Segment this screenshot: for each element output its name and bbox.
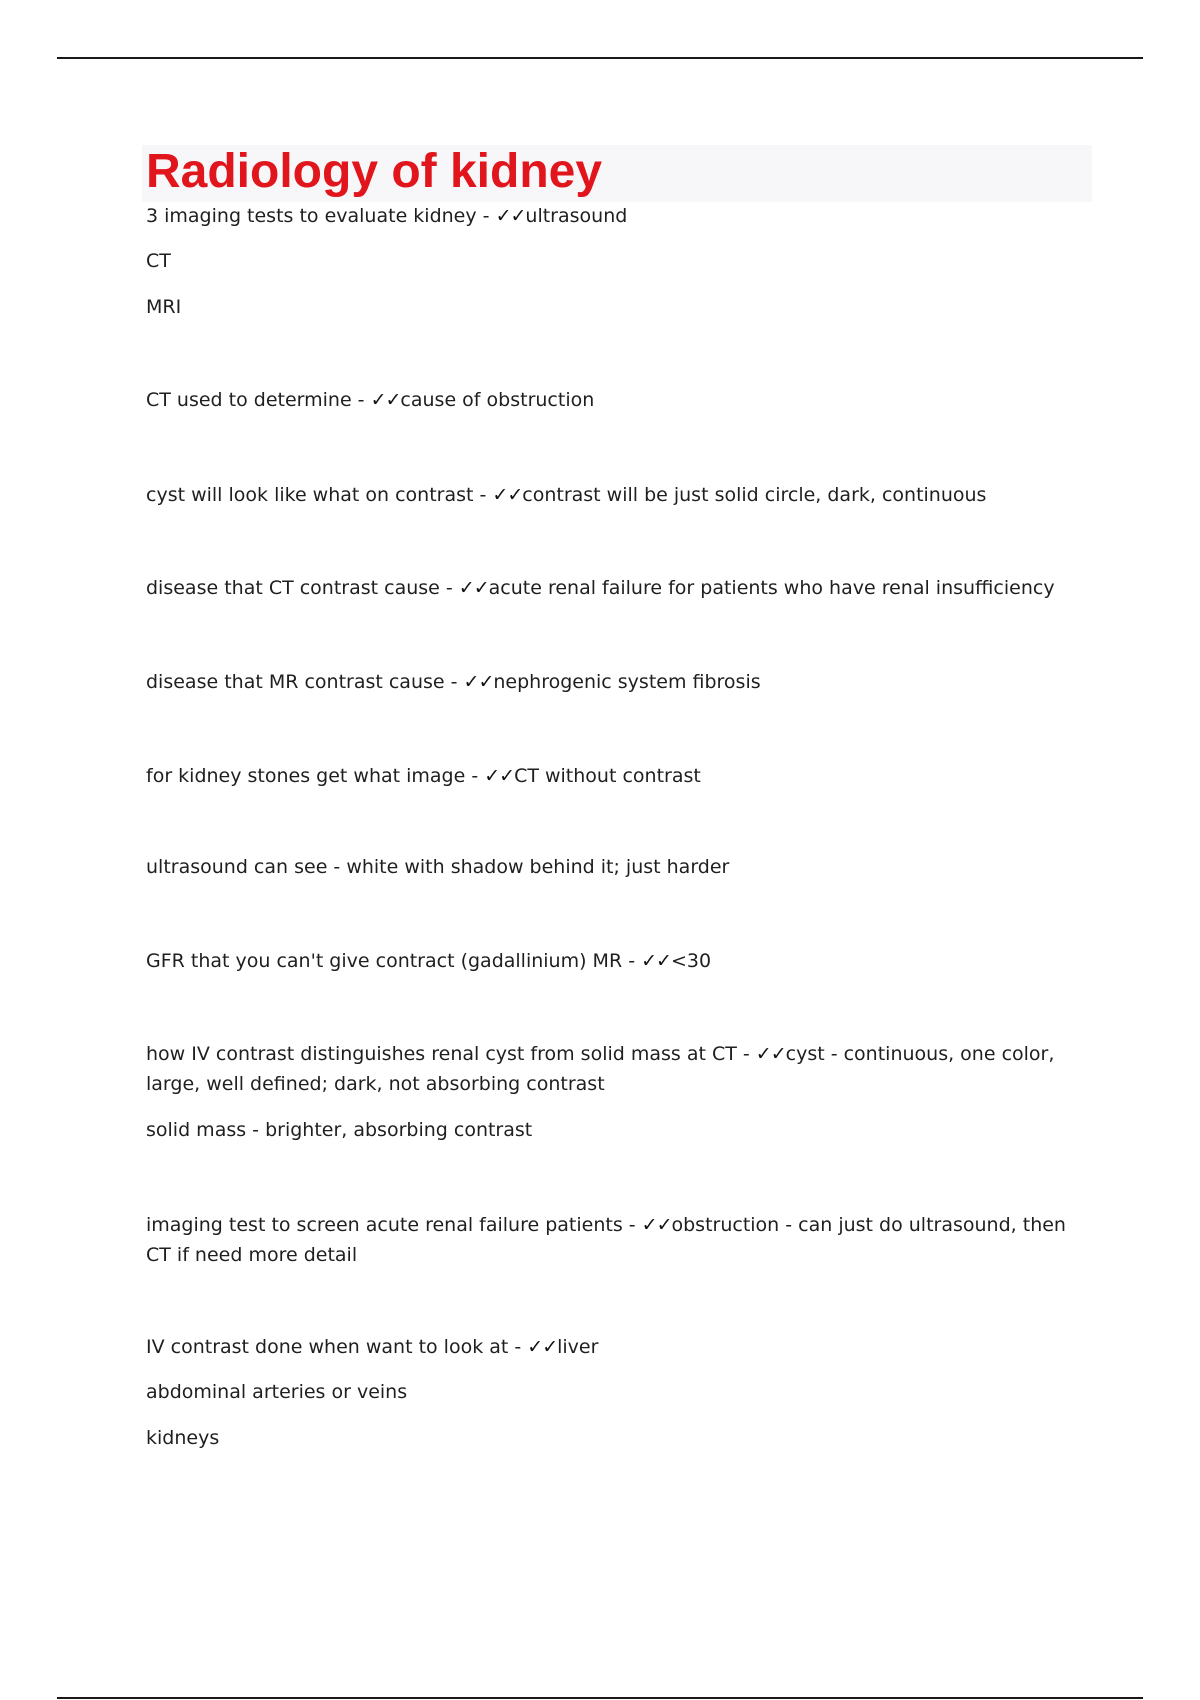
card-9-extra-1: solid mass - brighter, absorbing contrast: [146, 1119, 533, 1141]
card-1-answer: ultrasound: [525, 205, 628, 227]
card-8-question: GFR that you can't give contract (gadallinium) MR -: [146, 950, 642, 972]
card-1-extra-1: CT: [146, 250, 171, 272]
card-3-question: cyst will look like what on contrast -: [146, 484, 493, 506]
card-10-question: imaging test to screen acute renal failure patients -: [146, 1214, 642, 1236]
card-4-answer: acute renal failure for patients who have renal insufficiency: [488, 577, 1055, 599]
card-9-question: how IV contrast distinguishes renal cyst from solid mass at CT -: [146, 1043, 756, 1065]
card-1-extra-2: MRI: [146, 296, 182, 318]
double-check-icon: ✓✓: [492, 484, 523, 506]
card-8-answer: <30: [670, 950, 712, 972]
double-check-icon: ✓✓: [641, 1214, 672, 1236]
double-check-icon: ✓✓: [641, 950, 671, 972]
double-check-icon: ✓✓: [458, 577, 489, 599]
card-2-question: CT used to determine -: [146, 389, 371, 411]
header-rule: [57, 57, 1143, 59]
card-5-question: disease that MR contrast cause -: [146, 671, 464, 693]
card-1-question-line: [146, 202, 1086, 231]
card-10-answer: obstruction - can just do ultrasound, then CT if need more detail: [146, 1214, 1066, 1266]
card-9-answer: cyst - continuous, one color, large, well defined; dark, not absorbing contrast: [146, 1043, 1055, 1095]
card-5-answer: nephrogenic system fibrosis: [493, 671, 761, 693]
double-check-icon: ✓✓: [463, 671, 494, 693]
card-10-question-line: [146, 1210, 1081, 1270]
card-4-question: disease that CT contrast cause -: [146, 577, 459, 599]
card-11-answer: liver: [557, 1336, 599, 1358]
double-check-icon: ✓✓: [484, 765, 515, 787]
double-check-icon: ✓✓: [527, 1336, 558, 1358]
footer-rule: [57, 1697, 1143, 1699]
card-11-question: IV contrast done when want to look at -: [146, 1336, 528, 1358]
card-6-question: for kidney stones get what image -: [146, 765, 485, 787]
card-7-question: ultrasound can see - white with shadow behind it; just harder: [146, 856, 730, 878]
card-8-question-line: [146, 947, 1086, 976]
card-4-question-line: [146, 574, 1086, 603]
card-6-question-line: [146, 762, 1086, 791]
card-6-answer: CT without contrast: [514, 765, 701, 787]
card-2-question-line: [146, 386, 1086, 415]
double-check-icon: ✓✓: [755, 1043, 786, 1065]
card-2-answer: cause of obstruction: [400, 389, 595, 411]
card-7-question-line: [146, 853, 1086, 882]
card-9-question-line: [146, 1039, 1081, 1099]
card-11-question-line: [146, 1333, 1086, 1362]
card-11-extra-1: abdominal arteries or veins: [146, 1381, 408, 1403]
card-3-answer: contrast will be just solid circle, dark, continuous: [522, 484, 987, 506]
card-5-question-line: [146, 668, 1086, 697]
double-check-icon: ✓✓: [370, 389, 401, 411]
card-11-extra-2: kidneys: [146, 1427, 220, 1449]
card-3-question-line: [146, 481, 1086, 510]
document-title: Radiology of kidney: [146, 145, 603, 198]
double-check-icon: ✓✓: [495, 205, 526, 227]
card-1-question: 3 imaging tests to evaluate kidney -: [146, 205, 496, 227]
